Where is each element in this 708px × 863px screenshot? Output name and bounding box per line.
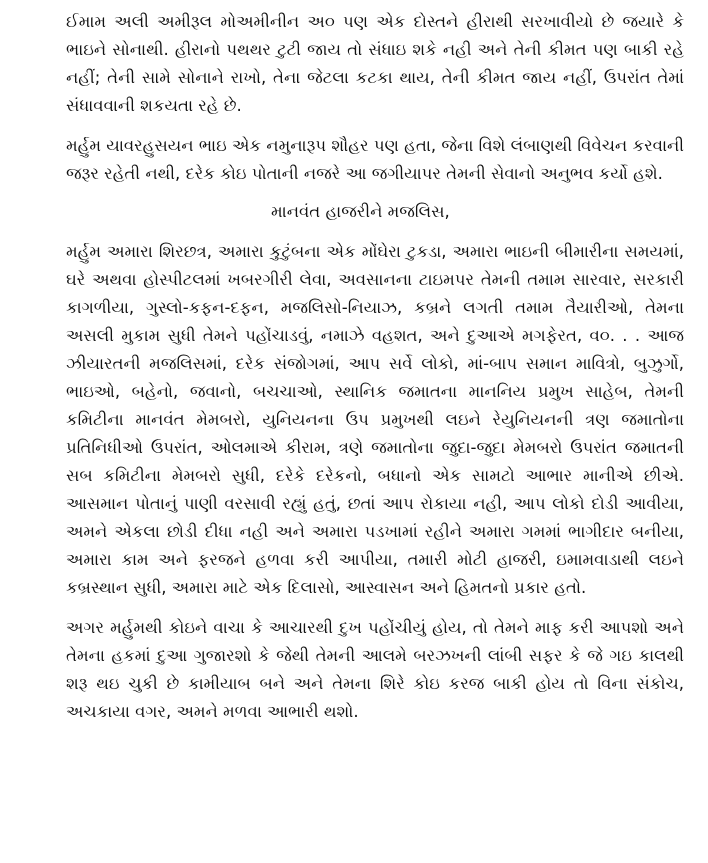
salutation-heading: માનવંત હાજરીને મજલિસ, bbox=[271, 202, 450, 221]
paragraph-diamond-gold: ઈમામ અલી અમીરૂલ મોઅમીનીન અ૦ પણ એક દોસ્તને હીરાથી સરખાવીયો છે જયારે કે ભાઇને સોનાથી. હીરાનો પથથર ટુટી જાય તો સંધાઇ શકે નહી અને તેની કીમત પણ બાકી રહે નહીં; તેની સામે સોનાને રાખો, તેના જેટલા કટકા થાય, તેની કીમત જાય નહીં, ઉપરાંત તેમાં સંધાવવાની શકયતા રહે છે. bbox=[66, 12, 684, 115]
paragraph-forgiveness: અગર મર્હુમથી કોઇને વાચા કે આચારથી દુખ પહોંચીયું હોય, તો તેમને માફ કરી આપશો અને તેમના હકમાં દુઆ ગુજારશો કે જેથી તેમની આલમે બરઝખની લાંબી સફર કે જે ગઇ કાલથી શરૂ થઇ ચુકી છે કામીયાબ બને અને તેમના શિરે કોઇ કરજ બાકી હોય તો વિના સંકોચ, અચકાયા વગર, અમને મળવા આભારી થશો. bbox=[66, 618, 684, 721]
paragraph-thanks: મર્હુમ અમારા શિરછત્ર, અમારા કુટુંબના એક મોંઘેરા ટુકડા, અમારા ભાઇની બીમારીના સમયમાં, ઘરે અથવા હોસ્પીટલમાં ખબરગીરી લેવા, અવસાનના ટાઇમપર તેમની તમામ સારવાર, સરકારી કાગળીયા, ગુસ્લો-કફન-દફન, મજલિસો-નિયાઝ, કબ્રને લગતી તમામ તૈયારીઓ, તેમના અસલી મુકામ સુધી તેમને પહોંચાડવું, નમાઝે વહશત, અને દુઆએ મગફેરત, વ૦. . . આજ ઝીયારતની મજલિસમાં, દરેક સંજોગમાં, આપ સર્વે લોકો, માં-બાપ સમાન માવિત્રો, બુઝુર્ગો, ભાઇઓ, બહેનો, જવાનો, બચચાઓ, સ્થાનિક જમાતના માનનિય પ્રમુખ સાહેબ, તેમની કમિટીના માનવંત મેમબરો, યુનિયનના ઉપ પ્રમુખથી લઇને રેયુનિયનની ત્રણ જમાતોના પ્રતિનિધીઓ ઉપરાંત, ઓલમાએ કીરામ, ત્રણે જમાતોના જુદા-જુદા મેમબરો ઉપરાંત જમાતની સબ કમિટીના મેમબરો સુધી, દરેકે દરેકનો, બધાનો એક સામટો આભાર માનીએ છીએ. આસમાન પોતાનું પાણી વરસાવી રહ્યું હતું, છતાં આપ રોકાયા નહી, આપ લોકો દોડી આવીયા, અમને એકલા છોડી દીધા નહી અને અમારા પડખામાં રહીને અમારા ગમમાં ભાગીદાર બનીયા, અમારા કામ અને ફરજને હળવા કરી આપીયા, તમારી મોટી હાજરી, ઇમામવાડાથી લઇને કબ્રસ્થાન સુધી, અમારા માટે એક દિલાસો, આસ્વાસન અને હિમતનો પ્રકાર હતો. bbox=[66, 242, 684, 597]
paragraph-husband: મર્હુમ યાવરહુસયન ભાઇ એક નમુનારૂપ શૌહર પણ હતા, જેના વિશે લંબાણથી વિવેચન કરવાની જરૂર રહેતી નથી, દરેક કોઇ પોતાની નજરે આ જગીયાપર તેમની સેવાનો અનુભવ કર્યો હશે. bbox=[66, 136, 684, 183]
